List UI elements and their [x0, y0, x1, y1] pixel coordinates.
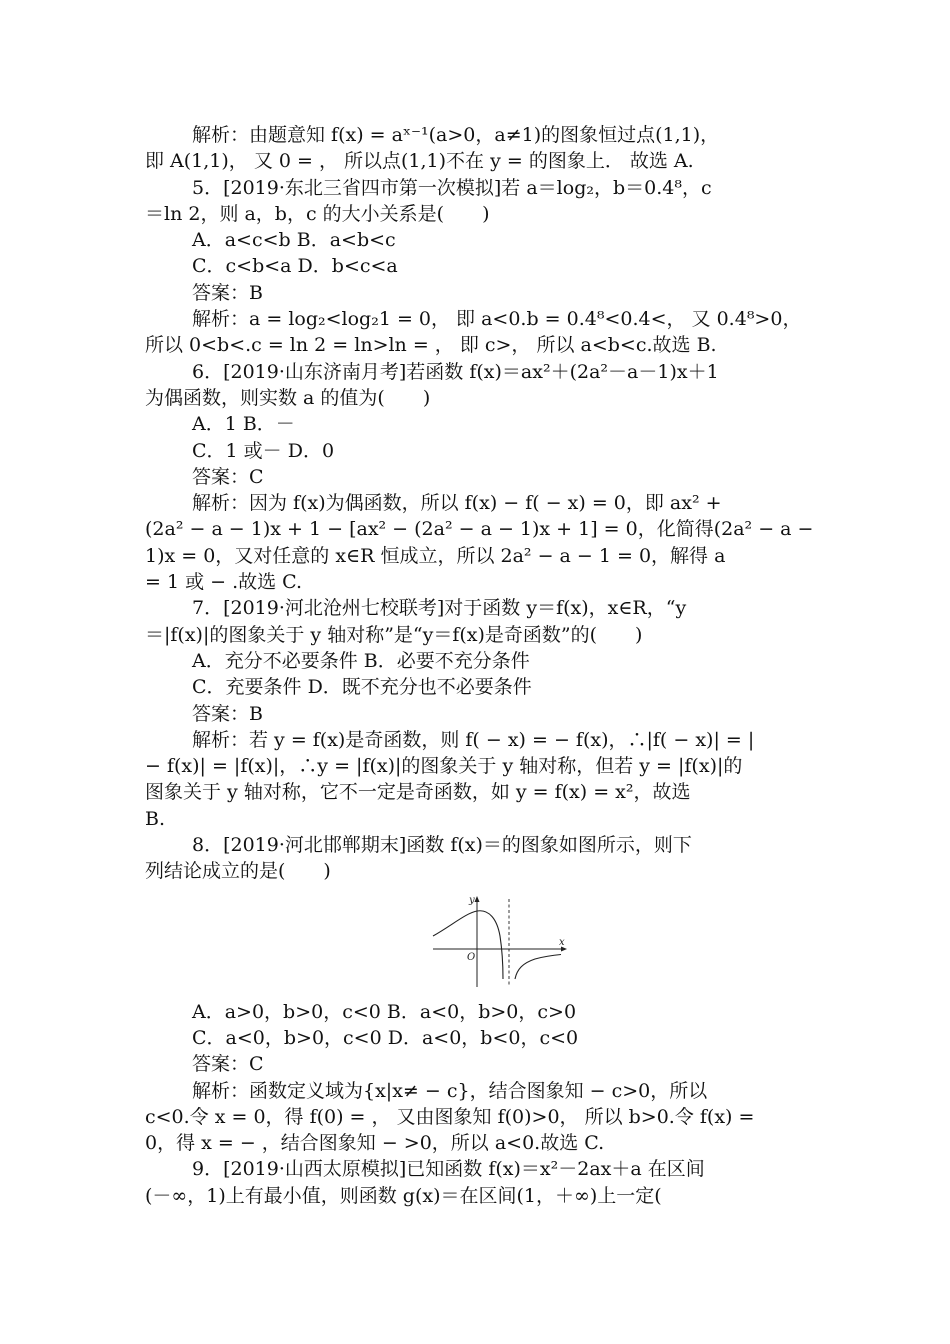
y-axis-label: y: [469, 894, 475, 906]
function-graph-figure: [145, 887, 810, 999]
text-line: 解析：函数定义域为{x|x≠ − c}，结合图象知 − c>0，所以: [192, 1079, 708, 1102]
answer-line: 答案：B: [192, 281, 263, 304]
question-6: 6．[2019·山东济南月考]若函数 f(x)＝ax²＋(2a²－a－1)x＋1: [192, 360, 719, 383]
function-graph: [431, 891, 571, 987]
text-line: (－∞，1)上有最小值，则函数 g(x)＝在区间(1，＋∞)上一定(: [145, 1184, 662, 1207]
text-line: c<0.令 x = 0，得 f(0) = ， 又由图象知 f(0)>0， 所以 b>0.令 f(x) =: [145, 1105, 755, 1128]
text-line: ＝ln 2，则 a，b，c 的大小关系是( ): [145, 202, 490, 225]
text-line: 所以 0<b<.c = ln 2 = ln>ln = ， 即 c>， 所以 a<b<c.故选 B.: [145, 334, 717, 357]
answer-line: 答案：C: [192, 1053, 264, 1076]
option-line: A．充分不必要条件 B．必要不充分条件: [192, 649, 530, 672]
text-line: B.: [145, 807, 166, 830]
answer-line: 答案：B: [192, 702, 263, 725]
option-line: A．a<c<b B．a<b<c: [192, 229, 396, 252]
curve-right-branch: [515, 954, 561, 979]
x-axis-label: x: [559, 936, 565, 948]
option-line: A．a>0，b>0，c<0 B．a<0，b>0，c>0: [192, 1000, 577, 1023]
text-line: 图象关于 y 轴对称，它不一定是奇函数，如 y = f(x) = x²，故选: [145, 781, 691, 804]
text-line: ＝|f(x)|的图象关于 y 轴对称”是“y＝f(x)是奇函数”的( ): [145, 623, 643, 646]
answer-line: 答案：C: [192, 465, 264, 488]
question-7: 7．[2019·河北沧州七校联考]对于函数 y＝f(x)，x∈R，“y: [192, 597, 687, 620]
text-line: = 1 或 − .故选 C.: [145, 571, 303, 594]
text-line: 即 A(1,1)， 又 0 = ， 所以点(1,1)不在 y = 的图象上． 故选 A.: [145, 150, 694, 173]
text-line: 解析：因为 f(x)为偶函数，所以 f(x) − f( − x) = 0，即 ax² +: [192, 492, 722, 515]
document-page: [145, 122, 814, 1209]
text-line: 1)x = 0，又对任意的 x∈R 恒成立，所以 2a² − a − 1 = 0，解得 a: [145, 544, 726, 567]
text-line: 为偶函数，则实数 a 的值为( ): [145, 386, 431, 409]
text-line: 解析：a = log₂<log₂1 = 0， 即 a<0.b = 0.4⁸<0.4<， 又 0.4⁸>0，: [192, 308, 802, 331]
text-line: − f(x)| = |f(x)|，∴y = |f(x)|的图象关于 y 轴对称，但若 y = |f(x)|的: [145, 755, 743, 778]
question-9: 9．[2019·山西太原模拟]已知函数 f(x)＝x²－2ax＋a 在区间: [192, 1158, 705, 1181]
origin-label: O: [467, 951, 476, 963]
option-line: A．1 B．－: [192, 413, 295, 436]
text-line: 解析：若 y = f(x)是奇函数，则 f( − x) = − f(x)，∴|f( − x)| = |: [192, 728, 755, 751]
text-line: (2a² − a − 1)x + 1 − [ax² − (2a² − a − 1)x + 1] = 0，化简得(2a² − a −: [145, 518, 814, 541]
option-line: C．充要条件 D．既不充分也不必要条件: [192, 676, 532, 699]
question-8: 8．[2019·河北邯郸期末]函数 f(x)＝的图象如图所示，则下: [192, 834, 692, 857]
option-line: C．c<b<a D．b<c<a: [192, 255, 398, 278]
text-line: 列结论成立的是( ): [145, 860, 331, 883]
question-5: 5．[2019·东北三省四市第一次模拟]若 a＝log₂，b＝0.4⁸，c: [192, 176, 712, 199]
curve-left-branch: [433, 910, 503, 978]
y-axis-arrow: [475, 896, 480, 902]
text-line: 0，得 x = − ，结合图象知 − >0，所以 a<0.故选 C.: [145, 1132, 605, 1155]
option-line: C．a<0，b>0，c<0 D．a<0，b<0，c<0: [192, 1026, 579, 1049]
option-line: C．1 或－ D．0: [192, 439, 335, 462]
text-line: 解析：由题意知 f(x) = aˣ⁻¹(a>0，a≠1)的图象恒过点(1,1)，: [192, 124, 720, 146]
